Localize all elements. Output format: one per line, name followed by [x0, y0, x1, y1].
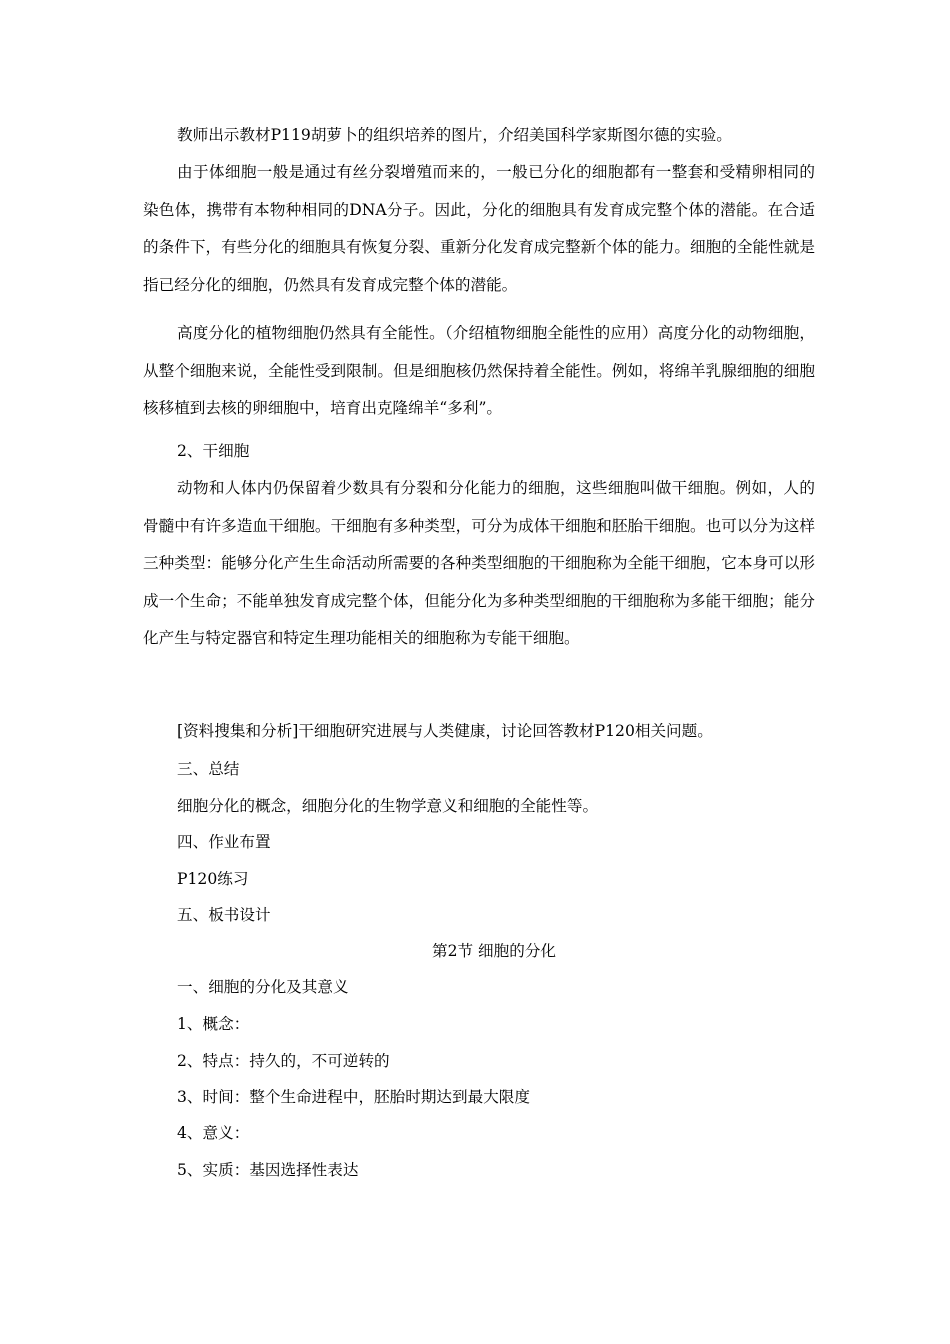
heading-board-design: 五、板书设计: [177, 906, 271, 924]
board-title: 第2节 细胞的分化: [431, 942, 557, 960]
paragraph-stem-cells: 动物和人体内仍保留着少数具有分裂和分化能力的细胞，这些细胞叫做干细胞。例如，人的骨髓中有许多造血干细胞。干细胞有多种类型，可分为成体干细胞和胚胎干细胞。也可以分为这样三种类型：能够分化产生生命活动所需要的各种类型细胞的干细胞称为全能干细胞，它本身可以形成一个生命；不能单独发育成完整个体，但能分化为多种类型细胞的干细胞称为多能干细胞；能分化产生与特定器官和特定生理功能相关的细胞称为专能干细胞。: [143, 479, 815, 647]
board-item: 一、细胞的分化及其意义: [177, 978, 349, 996]
board-item: 4、意义：: [177, 1124, 250, 1142]
heading-homework: 四、作业布置: [177, 833, 271, 851]
paragraph-textbook-p119: 教师出示教材P119胡萝卜的组织培养的图片，介绍美国科学家斯图尔德的实验。: [177, 126, 732, 144]
heading-stem-cells: 2、干细胞: [177, 442, 250, 460]
paragraph-data-analysis: [资料搜集和分析]干细胞研究进展与人类健康，讨论回答教材P120相关问题。: [177, 722, 713, 740]
paragraph-totipotency-definition: 由于体细胞一般是通过有丝分裂增殖而来的，一般已分化的细胞都有一整套和受精卵相同的染色体，携带有本物种相同的DNA分子。因此，分化的细胞具有发育成完整个体的潜能。在合适的条件下，有些分化的细胞具有恢复分裂、重新分化发育成完整新个体的能力。细胞的全能性就是指已经分化的细胞，仍然具有发育成完整个体的潜能。: [143, 163, 815, 294]
board-item: 2、特点：持久的，不可逆转的: [177, 1052, 390, 1070]
board-item: 3、时间：整个生命进程中，胚胎时期达到最大限度: [177, 1088, 530, 1106]
paragraph-plant-animal-totipotency: 高度分化的植物细胞仍然具有全能性。（介绍植物细胞全能性的应用）高度分化的动物细胞，从整个细胞来说，全能性受到限制。但是细胞核仍然保持着全能性。例如，将绵羊乳腺细胞的细胞核移植到去核的卵细胞中，培育出克隆绵羊“多利”。: [143, 324, 815, 417]
paragraph-summary: 细胞分化的概念，细胞分化的生物学意义和细胞的全能性等。: [177, 797, 599, 815]
paragraph-homework: P120练习: [177, 870, 249, 888]
heading-summary: 三、总结: [177, 760, 240, 778]
board-item: 5、实质：基因选择性表达: [177, 1161, 359, 1179]
board-item: 1、概念：: [177, 1015, 250, 1033]
